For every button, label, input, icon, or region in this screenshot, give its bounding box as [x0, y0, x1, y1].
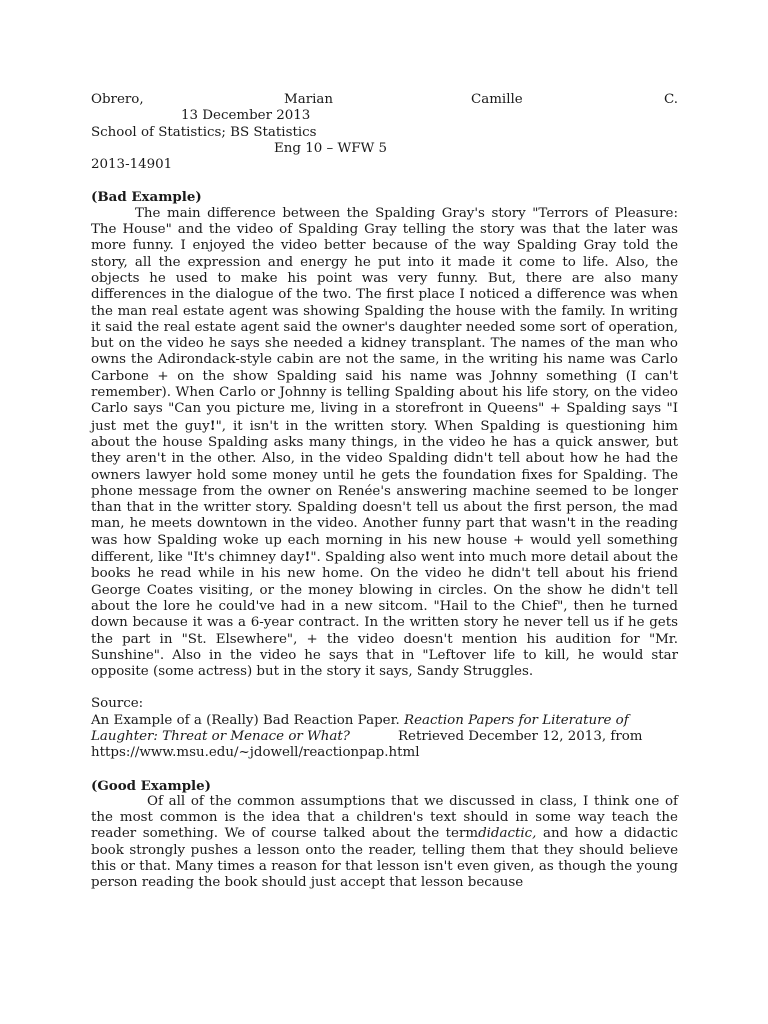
last-name: Obrero,	[91, 92, 144, 107]
source-title: Reaction Papers for Literature of Laughter: Threat or Menace or What?	[91, 712, 629, 744]
good-example-term: didactic,	[478, 826, 537, 842]
bad-example-text-1: The main difference between the Spalding Gray's story "Terrors of Pleasure: The House" and the video of Spalding Gray telling the story was that the later was more funny. I enjoyed the video better because of the way Spalding Gray told the story, all the expression and energy he put into it made it come to life. Also, the objects he used to make his point was very funny. But, there are also many differences in the dialogue of the two. The first place I noticed a difference was when the man real estate agent was showing Spalding the house with the family. In writing it said the real estate agent said the owner's daughter needed some sort of operation, but on the video he says she needed a kidney transplant. The names of the man who owns the Adirondack-style cabin are not the same, in the writing his name was Carlo Carbone + on the show Spalding said his name was Johnny something (I can't remember). When Carlo or Johnny is telling Spalding about his life story, on the video Carlo says "Can you picture me, living in a storefront in Queens" + Spalding says "I just met the guy	[91, 205, 678, 434]
middle-name: Camille	[471, 92, 523, 107]
student-number: 2013-14901	[91, 157, 173, 173]
bad-example-text-2: ", it isn't in the written story. When Spalding is questioning him about the house Spalding asks many things, in the video he has a quick answer, but they aren't in the other. Also, in the video Spalding didn't tell about how he had the owners lawyer hold some money until he gets the foundation fixes for Spalding. The phone message from the owner on Renée's answering machine seemed to be longer than that in the writter story. Spalding doesn't tell us about the first person, the mad man, he meets downtown in the video. Another funny part that wasn't in the reading was how Spalding woke up each morning in his new house + would yell something different, like "It's chimney day	[91, 418, 678, 566]
first-name: Marian	[284, 92, 333, 107]
bad-example-paragraph	[91, 206, 678, 681]
good-example-text-2: and how a didactic book strongly pushes a lesson onto the reader, telling them that they should believe this or that. Many times a reason for that lesson isn't even given, as though the young person reading the book should just accept that lesson because	[91, 826, 678, 891]
good-example-text-1: Of all of the common assumptions that we discussed in class, I think one of the most common is the idea that a children's text should in some way teach the reader something. We of course talked about the term	[91, 793, 678, 842]
spacer	[91, 173, 678, 189]
course-line: Eng 10 – WFW 5	[274, 140, 388, 156]
author-name-line	[91, 92, 678, 108]
source-retrieved: Retrieved December 12, 2013, from	[397, 728, 643, 744]
school-line: School of Statistics; BS Statistics	[91, 124, 317, 140]
document-page	[91, 92, 678, 892]
spacer	[91, 762, 678, 778]
source-url: https://www.msu.edu/~jdowell/reactionpap.html	[91, 745, 420, 761]
date-line: 13 December 2013	[181, 108, 311, 124]
good-example-paragraph	[91, 794, 678, 892]
spacer	[91, 680, 678, 696]
source-prefix: An Example of a (Really) Bad Reaction Paper.	[91, 712, 405, 728]
source-citation	[91, 713, 678, 746]
source-label: Source:	[91, 696, 144, 712]
bad-example-text-3: ". Spalding also went into much more detail about the books he read while in his new home. On the video he didn't tell about his friend George Coates visiting, or the money blowing in circles. On the show he didn't tell about the lore he could've had in a new sitcom. "Hail to the Chief", then he turned down because it was a 6-year contract. In the written story he never tell us if he gets the part in "St. Elsewhere", + the video doesn't mention his audition for "Mr. Sunshine". Also in the video he says that in "Leftover life to kill, he would star opposite (some actress) but in the story it says, Sandy Struggles.	[91, 550, 678, 680]
middle-initial: C.	[663, 92, 678, 107]
bad-example-heading: (Bad Example)	[91, 189, 202, 206]
exclamation-mark: !	[209, 417, 216, 434]
exclamation-mark: !	[304, 549, 311, 566]
good-example-heading: (Good Example)	[91, 777, 211, 794]
